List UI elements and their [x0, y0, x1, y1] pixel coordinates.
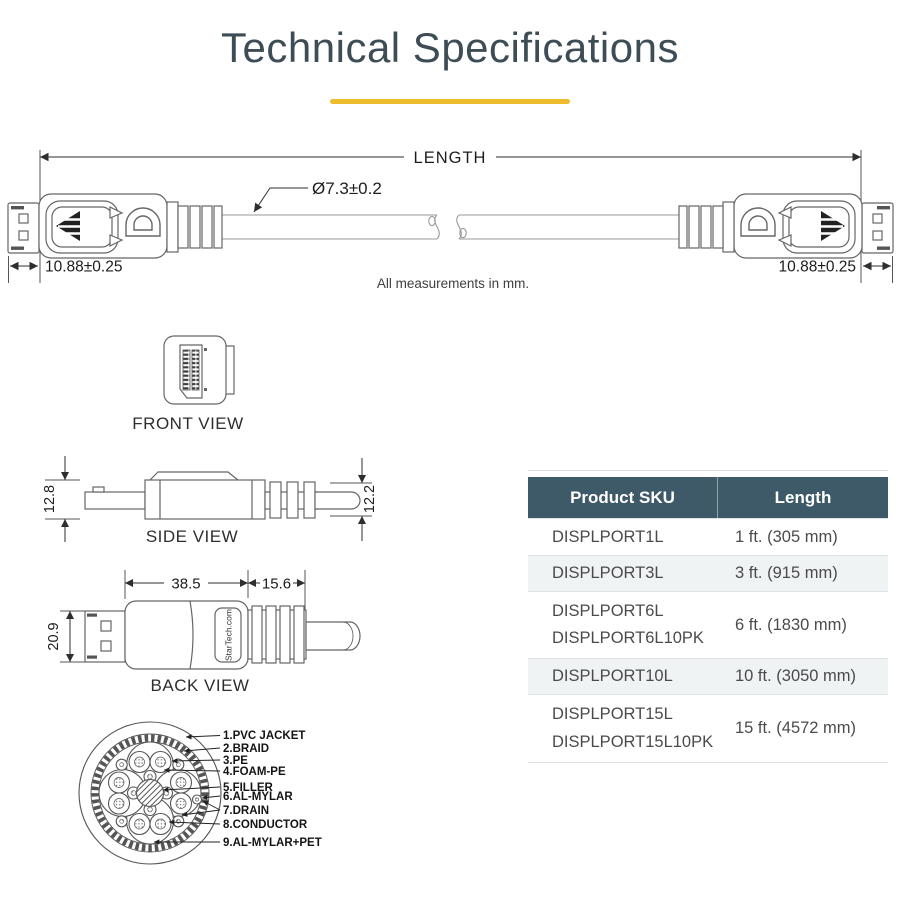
- length-value: 3 ft. (915 mm): [735, 564, 838, 582]
- sku-value: DISPLPORT15L10PK: [552, 732, 714, 751]
- plug-dimension-left: [10, 259, 122, 276]
- cross-section-label-pvc-jacket: 1.PVC JACKET: [223, 730, 306, 742]
- cross-section-label-al-mylar-pet: 9.AL-MYLAR+PET: [223, 837, 322, 849]
- accent-divider: [330, 99, 570, 104]
- table-header-row: [528, 477, 888, 518]
- cross-section-label-drain: 7.DRAIN: [223, 805, 270, 817]
- cross-section-label-filler: 5.FILLER: [223, 782, 273, 794]
- length-value: 10 ft. (3050 mm): [735, 667, 857, 685]
- back-dim-body-label: 38.5: [171, 575, 201, 593]
- sku-length-table: [528, 477, 888, 763]
- side-view-label: SIDE VIEW: [145, 527, 239, 546]
- front-view-drawing: [140, 328, 260, 412]
- page-title: Technical Specifications: [221, 24, 679, 71]
- cross-section-label-al-mylar: 6.AL-MYLAR: [223, 791, 293, 803]
- plug-dimension-left-label: 10.88±0.25: [45, 258, 123, 276]
- cross-section-label-braid: 2.BRAID: [223, 743, 270, 755]
- cross-section-label-pe: 3.PE: [223, 755, 248, 767]
- cross-section-labels: [223, 730, 322, 849]
- sku-value: DISPLPORT1L: [552, 527, 664, 546]
- length-value: 1 ft. (305 mm): [735, 527, 838, 546]
- sku-value: DISPLPORT15L: [552, 705, 673, 724]
- cross-section-label-conductor: 8.CONDUCTOR: [223, 819, 308, 831]
- diameter-callout-label: Ø7.3±0.2: [312, 179, 382, 198]
- back-dim-boot-label: 15.6: [261, 575, 292, 593]
- table-top-border: [528, 470, 888, 471]
- units-note: All measurements in mm.: [376, 276, 530, 291]
- side-dim-left-label: 12.8: [42, 484, 58, 514]
- table-header-product-sku: Product SKU: [528, 477, 718, 518]
- length-value: 6 ft. (1830 mm): [735, 615, 847, 634]
- front-view-label: FRONT VIEW: [132, 414, 244, 433]
- diameter-callout: [254, 179, 382, 212]
- back-brand-label: StarTech.com: [223, 609, 234, 661]
- sku-value: DISPLPORT10L: [552, 667, 673, 685]
- table-row: [528, 555, 888, 591]
- back-view-label: BACK VIEW: [150, 676, 250, 695]
- back-view-drawing: [35, 558, 380, 683]
- displayport-connector-drawing-right: [679, 194, 893, 258]
- length-dimension: [40, 149, 861, 167]
- plug-dimension-right-label: 10.88±0.25: [778, 258, 856, 276]
- sku-value: DISPLPORT6L10PK: [552, 629, 704, 647]
- sku-value: DISPLPORT6L: [552, 602, 664, 620]
- cable-lines: [221, 215, 680, 239]
- table-row: [528, 658, 888, 694]
- cross-section-label-foam-pe: 4.FOAM-PE: [223, 766, 286, 778]
- cable-length-drawing: [0, 130, 900, 305]
- table-row: [528, 518, 888, 555]
- plug-dimension-right: [779, 259, 891, 276]
- displayport-connector-drawing-left: [8, 194, 222, 258]
- filler-core: [137, 780, 164, 807]
- back-dim-height-label: 20.9: [46, 622, 62, 651]
- length-dimension-label: LENGTH: [413, 149, 487, 167]
- length-value: 15 ft. (4572 mm): [735, 719, 857, 737]
- side-dim-right-label: 12.2: [362, 484, 378, 514]
- sku-value: DISPLPORT3L: [552, 564, 664, 582]
- cable-cross-section-drawing: [40, 695, 340, 895]
- table-header-length: Length: [774, 487, 832, 507]
- table-row: [528, 591, 888, 658]
- table-row: [528, 694, 888, 763]
